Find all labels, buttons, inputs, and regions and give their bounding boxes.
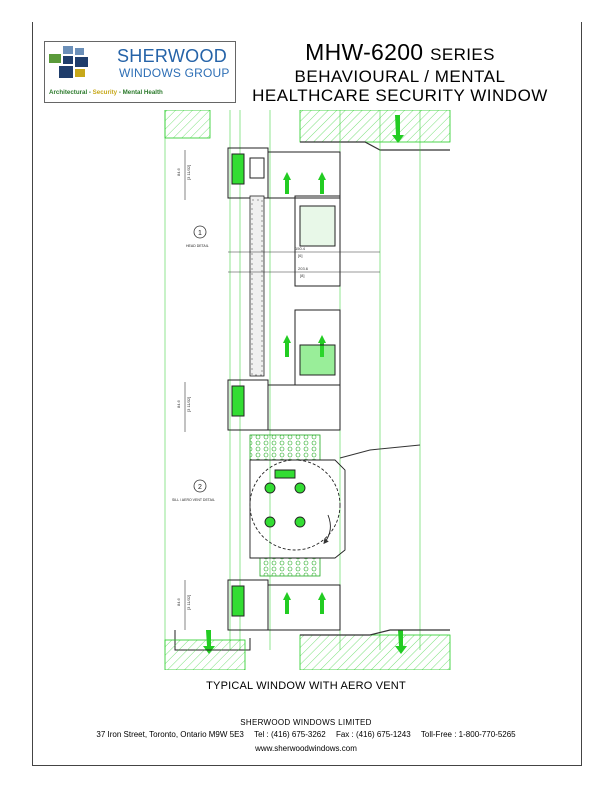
dim-c-sub: [3 11/32] bbox=[186, 594, 191, 610]
callout-1-number: 1 bbox=[198, 230, 202, 237]
footer-tollfree: Toll-Free : 1-800-770-5265 bbox=[420, 730, 516, 739]
title-line3: HEALTHCARE SECURITY WINDOW bbox=[252, 86, 548, 105]
wall-top-right bbox=[300, 110, 450, 142]
callout-2-label: SILL / AERO VENT DETAIL bbox=[172, 498, 215, 502]
title-block bbox=[240, 40, 560, 105]
title-series: SERIES bbox=[430, 45, 495, 64]
tagline-sep1: - bbox=[87, 89, 93, 96]
footer-website[interactable]: www.sherwoodwindows.com bbox=[255, 744, 357, 753]
aero-vent-screen-lower bbox=[260, 558, 320, 576]
dim-width2-sub: [8] bbox=[300, 273, 305, 278]
dim-a-value: 84.6 bbox=[176, 168, 181, 176]
sill-trim bbox=[300, 630, 450, 635]
dim-a-sub: [3 11/32] bbox=[186, 164, 191, 180]
callout-1-label: HEAD DETAIL bbox=[186, 244, 209, 248]
logo-line2: WINDOWS GROUP bbox=[119, 66, 230, 80]
logo-tagline bbox=[49, 89, 163, 96]
logo-line1: SHERWOOD bbox=[117, 46, 228, 66]
footer-company: SHERWOOD WINDOWS LIMITED bbox=[240, 718, 372, 727]
dim-b-sub: [3 11/32] bbox=[186, 396, 191, 412]
drawing-caption: TYPICAL WINDOW WITH AERO VENT bbox=[206, 680, 406, 692]
title-model: MHW-6200 bbox=[305, 39, 424, 65]
tagline-architectural: Architectural bbox=[49, 89, 88, 96]
tagline-sep2: - bbox=[117, 89, 123, 96]
company-logo bbox=[44, 41, 236, 103]
wall-bottom-left bbox=[165, 640, 245, 670]
footer-contact bbox=[0, 730, 612, 739]
title-line2: BEHAVIOURAL / MENTAL bbox=[294, 67, 506, 86]
tagline-mental-health: Mental Health bbox=[122, 89, 163, 96]
dim-c-value: 84.6 bbox=[176, 598, 181, 606]
dim-width1-sub: [6] bbox=[298, 253, 303, 258]
title-model-line bbox=[240, 40, 560, 67]
sash-profiles bbox=[228, 310, 340, 430]
head-flashing bbox=[300, 142, 450, 150]
wall-bottom-right bbox=[300, 635, 450, 670]
footer-tel: Tel : (416) 675-3262 bbox=[254, 730, 326, 739]
window-section-drawing bbox=[150, 110, 460, 670]
logo-squares-icon bbox=[49, 46, 91, 80]
dim-width1-value: 150.4 bbox=[295, 246, 306, 251]
callout-2-number: 2 bbox=[198, 484, 202, 491]
head-frame-profile bbox=[228, 148, 340, 286]
footer-address: 37 Iron Street, Toronto, Ontario M9W 5E3 bbox=[96, 730, 244, 739]
footer-fax: Fax : (416) 675-1243 bbox=[335, 730, 411, 739]
dim-width2-value: 203.6 bbox=[298, 266, 309, 271]
aero-vent-screen bbox=[250, 435, 320, 460]
dim-b-value: 84.6 bbox=[176, 400, 181, 408]
wall-top-left bbox=[165, 110, 210, 138]
vent-mechanism bbox=[250, 460, 345, 558]
tagline-security: Security bbox=[92, 89, 118, 96]
